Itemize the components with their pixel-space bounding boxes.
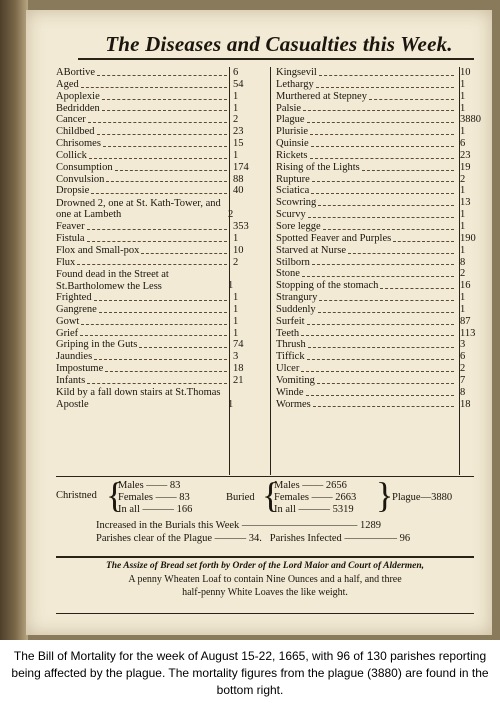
right-entry-count: 6: [460, 138, 466, 150]
right-entry-leader: [316, 87, 454, 88]
left-entry-row: [56, 363, 261, 375]
plague-total-label: Plague: [392, 492, 421, 503]
right-entry-row: [276, 257, 488, 269]
left-entry-name: Infants: [56, 374, 86, 386]
right-entry-leader: [319, 300, 454, 301]
left-entry-leader: [80, 335, 227, 336]
left-entry-leader: [94, 300, 227, 301]
right-entry-name: Sciatica: [276, 185, 310, 197]
right-entry-count: 10: [460, 67, 471, 78]
right-entry-row: [276, 399, 488, 411]
left-entry-count: 1: [233, 315, 239, 327]
right-entry-leader: [323, 229, 454, 230]
left-entry-row: [56, 233, 261, 245]
left-entry-count: 23: [233, 126, 244, 138]
left-entry-name: Convulsion: [56, 173, 105, 185]
left-entry-name: Consumption: [56, 161, 113, 173]
right-entry-count: 190: [460, 232, 476, 244]
left-entry-row: [56, 292, 261, 304]
left-entry-row: [56, 245, 261, 257]
right-column: [276, 67, 488, 410]
right-entry-row: [276, 79, 488, 91]
assize-line-3: half-penny White Loaves the like weight.: [182, 587, 348, 598]
left-entry-count: 2: [233, 256, 239, 268]
left-entry-leader: [102, 110, 227, 111]
left-entry-row: [56, 328, 261, 340]
parishes-infected-label: Parishes Infected: [269, 533, 342, 544]
christened-females-value: 83: [179, 492, 190, 503]
left-entry-count: 2: [233, 114, 239, 126]
left-entry-count: 6: [233, 67, 239, 78]
right-entry-count: 2: [460, 173, 466, 185]
left-entry-count: 15: [233, 138, 244, 150]
right-entry-name: Surfeit: [276, 315, 305, 327]
increased-row: Increased in the Burials this Week ——————————— 1289: [96, 520, 382, 531]
right-entry-name: Stilborn: [276, 256, 310, 268]
left-entry-count: 174: [233, 161, 249, 173]
right-entry-name: Palsie: [276, 102, 302, 114]
right-entry-leader: [348, 253, 454, 254]
right-entry-row: [276, 150, 488, 162]
left-entry-name: Kild by a fall down stairs at St.Thomas Apostle: [56, 387, 221, 410]
left-entry-count: 21: [233, 374, 244, 386]
assize-block: [56, 560, 474, 599]
buried-brace-right: }: [376, 475, 394, 515]
right-entry-row: [276, 67, 488, 79]
left-entry-name: Collick: [56, 149, 87, 161]
right-entry-leader: [317, 383, 454, 384]
right-entry-leader: [301, 371, 454, 372]
left-entry-name: Bedridden: [56, 102, 100, 114]
left-entry-leader: [97, 134, 228, 135]
left-entry-leader: [87, 383, 227, 384]
increased-label: Increased in the Burials this Week: [96, 520, 240, 531]
right-entry-row: [276, 103, 488, 115]
right-entry-name: Starved at Nurse: [276, 244, 346, 256]
right-entry-count: 1: [460, 209, 466, 221]
left-entry-leader: [106, 181, 227, 182]
right-entry-count: 2: [460, 268, 466, 280]
right-entry-name: Tiffick: [276, 351, 305, 363]
right-entry-name: Stopping of the stomach: [276, 280, 379, 292]
left-entry-row: [56, 114, 261, 126]
right-entry-count: 13: [460, 197, 471, 209]
left-entry-row: [56, 257, 261, 269]
right-entry-row: [276, 292, 488, 304]
right-entry-count: 23: [460, 149, 471, 161]
left-entry-leader: [141, 253, 227, 254]
christened-females-label: Females: [118, 492, 153, 503]
left-entry-leader: [87, 229, 227, 230]
parishes-clear-value: 34: [248, 533, 260, 544]
right-entry-count: 19: [460, 161, 471, 173]
left-entry-leader: [81, 87, 227, 88]
column-divider: [270, 67, 271, 475]
right-entry-count: 1: [460, 244, 466, 256]
right-entry-name: Scowring: [276, 197, 317, 209]
right-entry-leader: [312, 181, 454, 182]
right-entry-count: 87: [460, 315, 471, 327]
right-entry-leader: [301, 335, 454, 336]
right-entry-count: 1: [460, 102, 466, 114]
left-entry-name: Feaver: [56, 220, 85, 232]
left-entry-leader: [81, 324, 227, 325]
right-entry-row: [276, 209, 488, 221]
left-entry-name: Apoplexie: [56, 90, 100, 102]
left-entry-row: [56, 162, 261, 174]
right-entry-row: [276, 328, 488, 340]
right-entry-count: 1: [460, 185, 466, 197]
right-entry-name: Strangury: [276, 292, 318, 304]
christened-males-value: 83: [169, 480, 181, 491]
left-entry-name: Fistula: [56, 232, 85, 244]
right-entry-row: [276, 174, 488, 186]
page-title: The Diseases and Casualties this Week.: [105, 32, 453, 56]
left-entry-row: [56, 304, 261, 316]
left-entry-name: Gowt: [56, 315, 80, 327]
right-entry-count: 16: [460, 280, 471, 292]
left-entry-leader: [77, 264, 227, 265]
right-entry-name: Quinsie: [276, 138, 309, 150]
left-entry-row: [56, 387, 261, 411]
right-entry-leader: [308, 217, 454, 218]
left-entry-name: Flux: [56, 256, 76, 268]
left-entry-count: 1: [233, 102, 239, 114]
right-entry-name: Stone: [276, 268, 300, 280]
right-entry-name: Sore legge: [276, 220, 321, 232]
plague-total-row: Plague—3880: [392, 492, 453, 503]
right-entry-count: 3880: [460, 114, 481, 126]
left-entry-leader: [139, 347, 227, 348]
left-entry-row: [56, 79, 261, 91]
right-entry-row: [276, 268, 488, 280]
christened-label: Christned: [56, 490, 97, 501]
right-entry-row: [276, 233, 488, 245]
right-entry-leader: [312, 264, 454, 265]
right-entry-leader: [306, 395, 454, 396]
right-entry-name: Scurvy: [276, 209, 306, 221]
left-entry-name: Found dead in the Street at St.Bartholomew the Less: [56, 269, 169, 292]
assize-rule-bottom: [56, 613, 474, 614]
right-entry-row: [276, 339, 488, 351]
left-entry-count: 1: [233, 149, 239, 161]
left-entry-name: Jaundies: [56, 351, 93, 363]
right-entry-count: 18: [460, 398, 471, 410]
right-entry-count: 1: [460, 292, 466, 304]
left-entry-leader: [94, 359, 227, 360]
right-entry-leader: [303, 110, 454, 111]
left-entry-row: [56, 268, 261, 292]
plague-total-value: 3880: [431, 492, 453, 503]
right-entry-row: [276, 221, 488, 233]
right-entry-count: 1: [460, 303, 466, 315]
left-entry-count: 1: [233, 303, 239, 315]
right-entry-leader: [380, 288, 454, 289]
right-entry-name: Teeth: [276, 327, 300, 339]
left-entry-count: 18: [233, 363, 244, 375]
christened-males-label: Males: [118, 480, 144, 491]
figure-caption: The Bill of Mortality for the week of August 15-22, 1665, with 96 of 130 parishes reporting being affected by the plague. The mortality figures from the plague (3880) are found in the bottom right.: [11, 649, 489, 697]
right-entry-name: Kingsevil: [276, 67, 317, 78]
right-entry-name: Plague: [276, 114, 305, 126]
left-entry-name: Gangrene: [56, 303, 97, 315]
right-entry-count: 6: [460, 351, 466, 363]
left-entry-leader: [105, 371, 227, 372]
right-entry-leader: [307, 122, 454, 123]
left-entry-row: [56, 375, 261, 387]
right-entry-count: 7: [460, 374, 466, 386]
left-entry-count: 1: [233, 292, 239, 304]
right-entry-row: [276, 197, 488, 209]
right-entry-leader: [310, 134, 454, 135]
buried-males-label: Males: [274, 480, 300, 491]
buried-brace-left: {: [262, 475, 280, 515]
right-entry-row: [276, 387, 488, 399]
buried-females-value: 2663: [335, 492, 357, 503]
right-entry-name: Ulcer: [276, 363, 300, 375]
left-entry-leader: [103, 146, 227, 147]
left-entry-row: [56, 316, 261, 328]
right-entry-leader: [369, 99, 454, 100]
left-entry-row: [56, 221, 261, 233]
left-entry-row: [56, 67, 261, 79]
left-entry-count: 40: [233, 185, 244, 197]
right-entry-row: [276, 363, 488, 375]
increased-value: 1289: [360, 520, 382, 531]
left-entry-leader: [115, 170, 227, 171]
right-entry-count: 113: [460, 327, 476, 339]
left-entry-row: [56, 185, 261, 197]
left-entry-leader: [91, 193, 227, 194]
right-entry-row: [276, 245, 488, 257]
bill-page: [26, 10, 492, 635]
left-entry-name: Impostume: [56, 363, 104, 375]
left-entry-name: Dropsie: [56, 185, 90, 197]
left-entry-name: Aged: [56, 78, 79, 90]
right-entry-row: [276, 304, 488, 316]
right-entry-name: Winde: [276, 386, 304, 398]
buried-all-label: In all: [274, 504, 296, 515]
right-entry-row: [276, 114, 488, 126]
left-entry-row: [56, 197, 261, 221]
right-entry-leader: [311, 193, 454, 194]
right-entry-leader: [307, 359, 454, 360]
christened-all-value: 166: [176, 504, 193, 515]
right-entry-row: [276, 375, 488, 387]
right-entry-name: Thrush: [276, 339, 306, 351]
right-entry-row: [276, 162, 488, 174]
right-entry-leader: [311, 146, 454, 147]
right-entry-name: Vomiting: [276, 374, 315, 386]
left-entry-count: 1: [233, 327, 239, 339]
right-entry-name: Rickets: [276, 149, 308, 161]
right-entry-leader: [362, 170, 454, 171]
left-entry-row: [56, 126, 261, 138]
left-entry-name: Cancer: [56, 114, 86, 126]
christened-brace: {: [106, 475, 124, 515]
left-entry-count: 74: [233, 339, 244, 351]
right-entry-row: [276, 351, 488, 363]
right-entry-row: [276, 91, 488, 103]
right-entry-leader: [319, 75, 454, 76]
buried-males-value: 2656: [325, 480, 347, 491]
christened-males-row: Males —— 83: [118, 480, 181, 491]
left-number-rule: [229, 67, 230, 475]
right-entry-name: Murthered at Stepney: [276, 90, 367, 102]
left-entry-count: 88: [233, 173, 244, 185]
left-entry-leader: [102, 99, 227, 100]
buried-males-row: Males —— 2656: [274, 480, 347, 491]
right-entry-row: [276, 138, 488, 150]
right-entry-leader: [393, 241, 454, 242]
right-number-rule: [459, 67, 460, 475]
buried-all-row: In all ——— 5319: [274, 504, 354, 515]
left-entry-leader: [87, 241, 227, 242]
right-entry-row: [276, 185, 488, 197]
left-entry-count: 54: [233, 78, 244, 90]
left-entry-row: [56, 339, 261, 351]
left-entry-row: [56, 351, 261, 363]
left-entry-leader: [88, 122, 227, 123]
right-entry-leader: [318, 312, 454, 313]
buried-label: Buried: [226, 492, 255, 503]
parishes-row: Parishes clear of the Plague ——— 34. Parishes Infected ————— 96: [96, 533, 411, 544]
christened-females-row: Females —— 83: [118, 492, 190, 503]
left-entry-name: Grief: [56, 327, 79, 339]
right-entry-count: 1: [460, 220, 466, 232]
right-entry-leader: [313, 406, 454, 407]
right-entry-count: 8: [460, 386, 466, 398]
right-entry-count: 3: [460, 339, 466, 351]
christened-all-label: In all: [118, 504, 140, 515]
left-entry-count: 2: [228, 209, 234, 221]
right-entry-leader: [310, 158, 455, 159]
left-entry-name: Flox and Small-pox: [56, 244, 140, 256]
left-entry-row: [56, 138, 261, 150]
right-entry-count: 2: [460, 363, 466, 375]
left-entry-leader: [99, 312, 227, 313]
left-entry-name: ABortive: [56, 67, 96, 78]
assize-rule-top: [56, 556, 474, 558]
parishes-clear-label: Parishes clear of the Plague: [96, 533, 213, 544]
left-entry-row: [56, 150, 261, 162]
left-entry-row: [56, 91, 261, 103]
right-entry-count: 1: [460, 78, 466, 90]
left-entry-row: [56, 103, 261, 115]
left-entry-name: Drowned 2, one at St. Kath-Tower, and one at Lambeth: [56, 197, 221, 221]
right-entry-leader: [307, 324, 454, 325]
right-entry-count: 1: [460, 90, 466, 102]
left-entry-name: Childbed: [56, 126, 95, 138]
right-entry-name: Plurisie: [276, 126, 309, 138]
right-entry-leader: [308, 347, 454, 348]
right-entry-row: [276, 280, 488, 292]
right-entry-name: Rising of the Lights: [276, 161, 360, 173]
right-entry-count: 1: [460, 126, 466, 138]
left-entry-count: 1: [228, 398, 234, 410]
buried-females-label: Females: [274, 492, 309, 503]
left-entry-count: 1: [233, 90, 239, 102]
assize-line-1: The Assize of Bread set forth by Order of the Lord Maior and Court of Aldermen,: [105, 561, 425, 571]
left-entry-count: 10: [233, 244, 244, 256]
right-entry-leader: [302, 276, 454, 277]
right-entry-name: Lethargy: [276, 78, 314, 90]
right-entry-name: Suddenly: [276, 303, 316, 315]
book-binding: [0, 0, 28, 640]
parishes-infected-value: 96: [399, 533, 411, 544]
left-entry-leader: [89, 158, 227, 159]
right-entry-leader: [318, 205, 454, 206]
right-entry-name: Wormes: [276, 398, 311, 410]
left-entry-count: 3: [233, 351, 239, 363]
left-entry-row: [56, 174, 261, 186]
left-entry-name: Chrisomes: [56, 138, 101, 150]
right-entry-row: [276, 316, 488, 328]
right-entry-count: 8: [460, 256, 466, 268]
left-entry-count: 1: [233, 232, 239, 244]
right-entry-name: Spotted Feaver and Purples: [276, 232, 392, 244]
right-entry-row: [276, 126, 488, 138]
buried-all-value: 5319: [332, 504, 354, 515]
left-entry-name: Frighted: [56, 292, 92, 304]
left-entry-name: Griping in the Guts: [56, 339, 138, 351]
left-entry-count: 1: [228, 280, 234, 292]
right-entry-name: Rupture: [276, 173, 310, 185]
title-rule: [78, 58, 474, 60]
buried-females-row: Females —— 2663: [274, 492, 357, 503]
assize-line-2: A penny Wheaten Loaf to contain Nine Ounces and a half, and three: [128, 574, 402, 585]
left-column: [56, 67, 261, 410]
left-entry-leader: [97, 75, 227, 76]
left-entry-count: 353: [233, 220, 249, 232]
christened-all-row: In all ——— 166: [118, 504, 193, 515]
